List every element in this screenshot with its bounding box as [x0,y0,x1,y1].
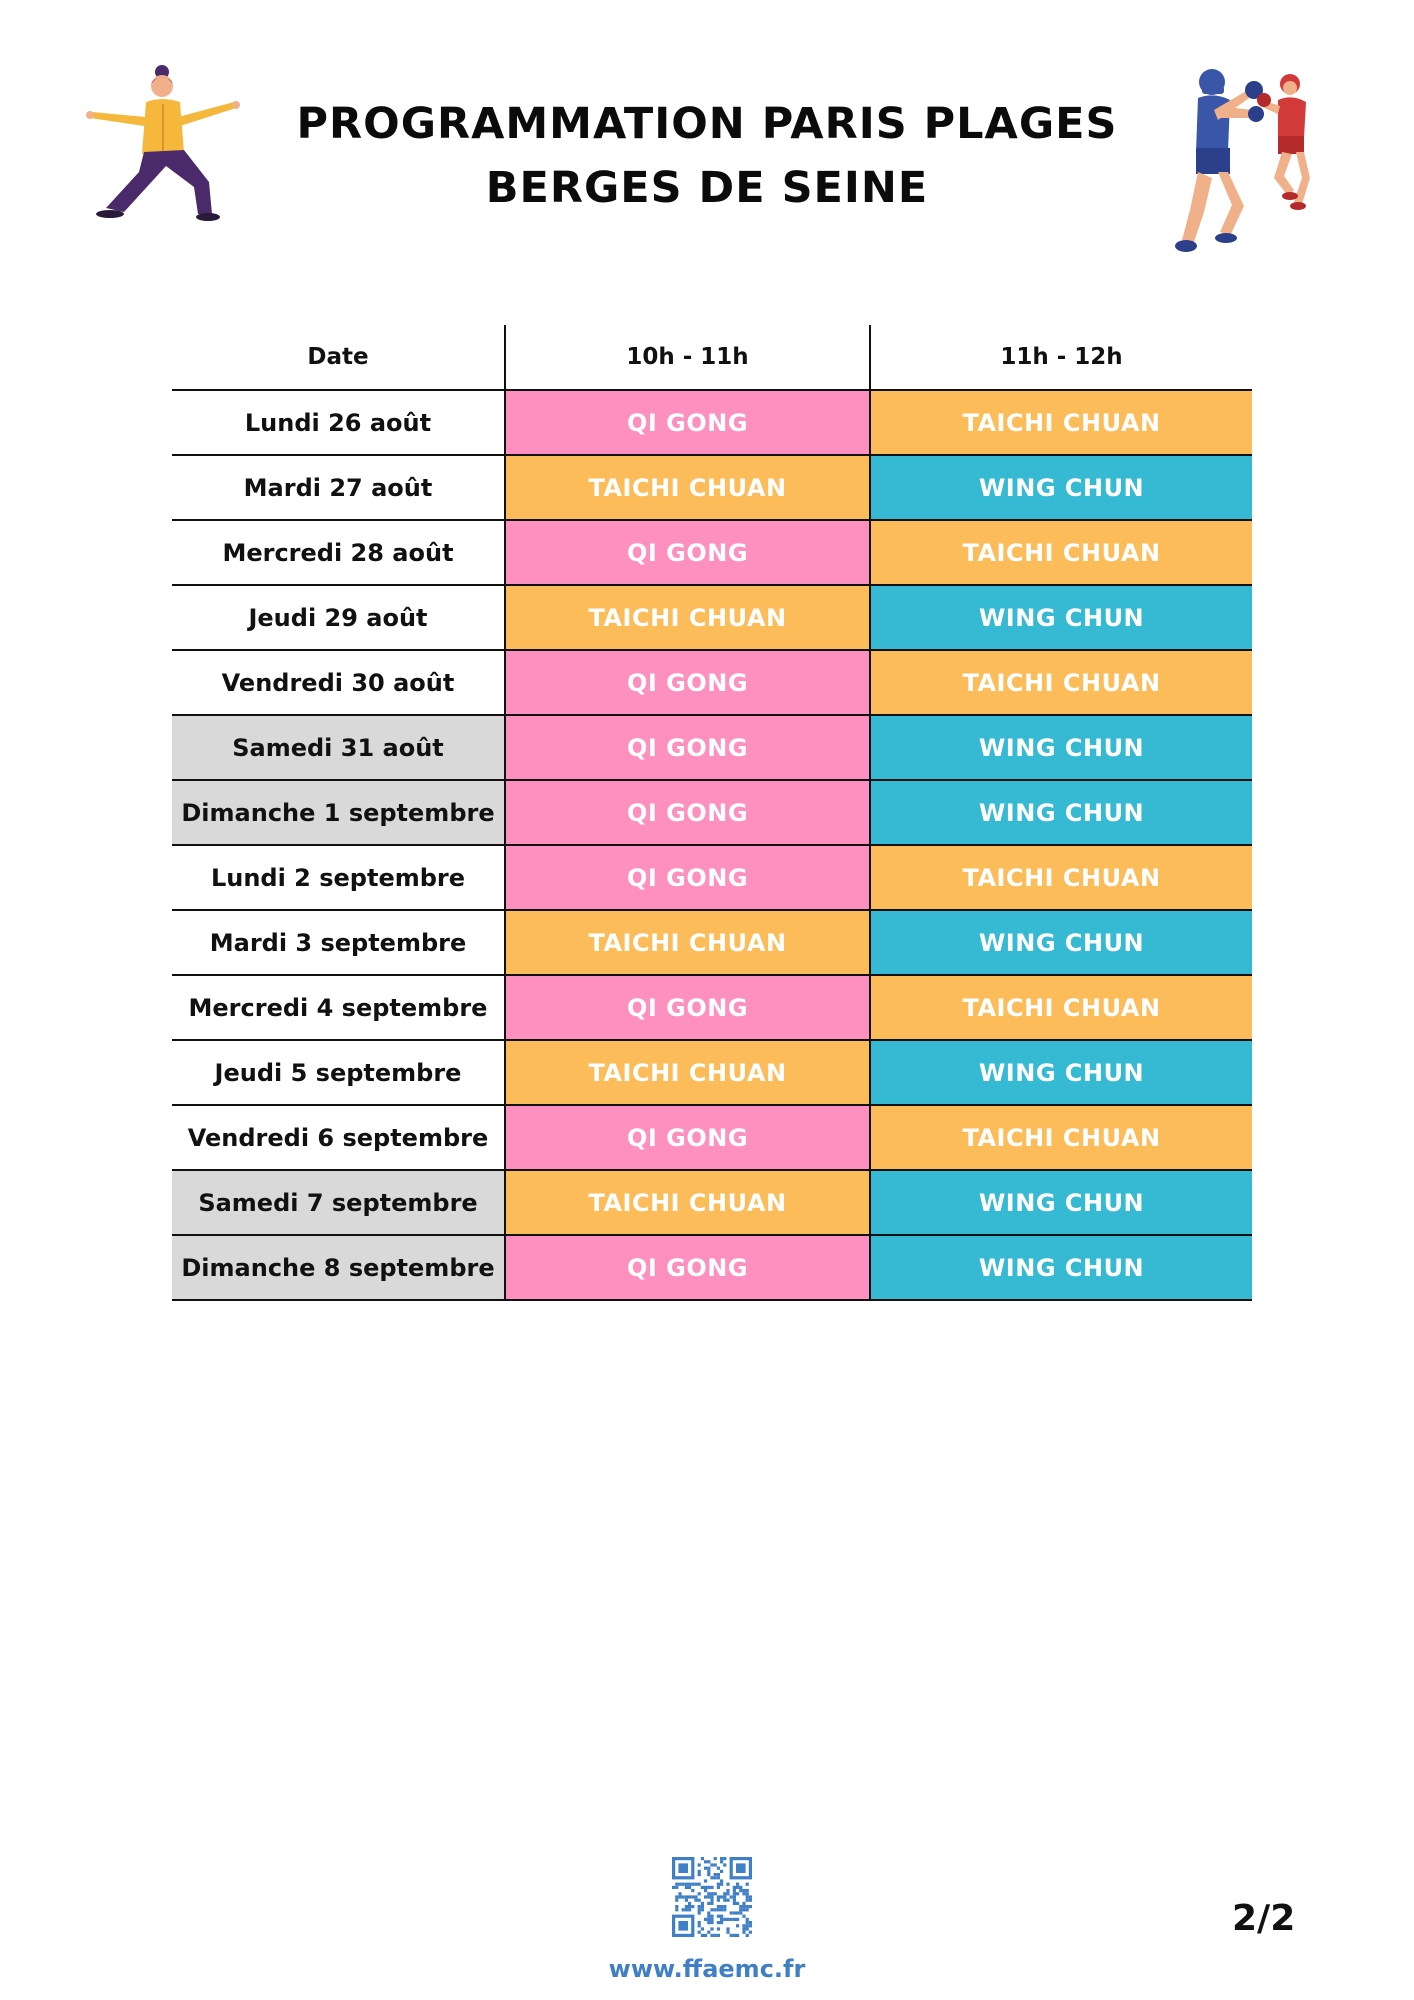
activity-cell-11h: WING CHUN [869,456,1252,519]
activity-cell-11h: WING CHUN [869,1171,1252,1234]
activity-cell-10h: QI GONG [504,651,869,714]
activity-cell-11h: WING CHUN [869,781,1252,844]
date-cell: Lundi 2 septembre [210,863,466,892]
table-row [172,651,1252,716]
table-row [172,391,1252,456]
activity-cell-10h: TAICHI CHUAN [504,456,869,519]
date-cell: Jeudi 29 août [248,603,428,632]
date-cell: Mardi 3 septembre [209,928,467,957]
activity-cell-11h: TAICHI CHUAN [869,846,1252,909]
website-link[interactable]: www.ffaemc.fr [608,1955,806,1983]
activity-cell-11h: WING CHUN [869,586,1252,649]
activity-cell-10h: QI GONG [504,391,869,454]
activity-cell-10h: QI GONG [504,846,869,909]
column-header-slot-10h: 10h - 11h [504,325,869,389]
qr-code-icon [672,1857,752,1937]
column-header-slot-11h: 11h - 12h [869,325,1252,389]
table-row [172,716,1252,781]
date-cell: Jeudi 5 septembre [214,1058,462,1087]
activity-cell-10h: TAICHI CHUAN [504,1171,869,1234]
activity-cell-10h: QI GONG [504,521,869,584]
activity-cell-10h: TAICHI CHUAN [504,1041,869,1104]
activity-cell-11h: TAICHI CHUAN [869,391,1252,454]
table-row [172,456,1252,521]
date-cell: Samedi 31 août [172,716,504,779]
title-line-1: PROGRAMMATION PARIS PLAGES [296,99,1118,149]
date-cell: Dimanche 1 septembre [172,781,504,844]
tai-chi-figure-icon [84,62,254,227]
activity-cell-11h: WING CHUN [869,1041,1252,1104]
date-cell: Mardi 27 août [243,473,433,502]
table-row [172,586,1252,651]
date-cell: Mercredi 28 août [222,538,454,567]
schedule-table [172,325,1252,1301]
table-row [172,846,1252,911]
activity-cell-10h: QI GONG [504,716,869,779]
table-row [172,1236,1252,1301]
date-cell: Samedi 7 septembre [172,1171,504,1234]
activity-cell-11h: TAICHI CHUAN [869,976,1252,1039]
column-header-date: Date [307,344,369,370]
table-row [172,976,1252,1041]
activity-cell-11h: WING CHUN [869,911,1252,974]
activity-cell-11h: TAICHI CHUAN [869,1106,1252,1169]
title-line-2: BERGES DE SEINE [485,163,929,213]
date-cell: Lundi 26 août [244,408,432,437]
activity-cell-10h: TAICHI CHUAN [504,911,869,974]
table-row [172,1171,1252,1236]
boxers-icon [1170,60,1330,265]
date-cell: Mercredi 4 septembre [188,993,488,1022]
activity-cell-10h: QI GONG [504,976,869,1039]
table-row [172,521,1252,586]
activity-cell-10h: QI GONG [504,1106,869,1169]
date-cell: Dimanche 8 septembre [172,1236,504,1299]
table-row [172,911,1252,976]
page-number: 2/2 [1232,1898,1296,1939]
table-row [172,781,1252,846]
table-row [172,1106,1252,1171]
activity-cell-11h: TAICHI CHUAN [869,651,1252,714]
table-header-row [172,325,1252,391]
date-cell: Vendredi 30 août [221,668,455,697]
activity-cell-11h: WING CHUN [869,716,1252,779]
activity-cell-10h: TAICHI CHUAN [504,586,869,649]
activity-cell-11h: WING CHUN [869,1236,1252,1299]
date-cell: Vendredi 6 septembre [187,1123,489,1152]
activity-cell-10h: QI GONG [504,781,869,844]
table-row [172,1041,1252,1106]
activity-cell-11h: TAICHI CHUAN [869,521,1252,584]
activity-cell-10h: QI GONG [504,1236,869,1299]
